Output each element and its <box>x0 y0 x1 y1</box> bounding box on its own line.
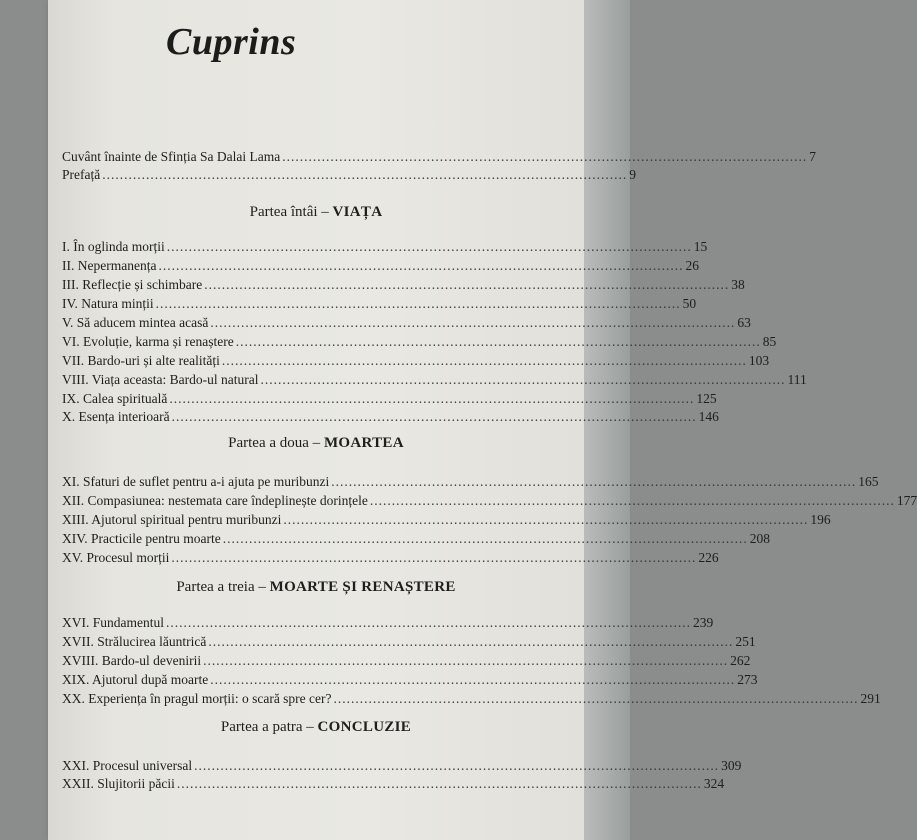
toc-entry-page: 125 <box>696 391 717 406</box>
part-heading <box>48 719 584 736</box>
toc-entry-label: XVIII. Bardo-ul devenirii <box>62 653 202 668</box>
toc-leader: ........................................................................................................................ <box>221 353 747 368</box>
toc-entry <box>62 651 751 670</box>
toc-entry <box>62 548 719 567</box>
toc-entry <box>62 294 697 313</box>
toc-entry-label: XIII. Ajutorul spiritual pentru muribunzi <box>62 512 282 527</box>
toc-leader: ........................................................................................................................ <box>369 493 895 508</box>
toc-entry-page: 26 <box>685 258 699 273</box>
toc-leader: ........................................................................................................................ <box>282 149 808 164</box>
toc-leader: ........................................................................................................................ <box>171 409 697 424</box>
toc-leader: ........................................................................................................................ <box>176 776 702 791</box>
toc-entry-label: X. Esența interioară <box>62 409 170 424</box>
toc-entry-page: 9 <box>629 167 636 182</box>
toc-leader: ........................................................................................................................ <box>333 691 859 706</box>
toc-leader: ........................................................................................................................ <box>204 277 730 292</box>
toc-leader: ........................................................................................................................ <box>166 239 692 254</box>
toc-entry-label: XVII. Strălucirea lăuntrică <box>62 634 207 649</box>
toc-leader: ........................................................................................................................ <box>102 167 628 182</box>
toc-entry <box>62 756 742 775</box>
toc-entry <box>62 165 636 184</box>
toc-leader: ........................................................................................................................ <box>331 474 857 489</box>
toc-entry <box>62 389 717 408</box>
toc-entry <box>62 313 751 332</box>
toc-entry-page: 196 <box>810 512 831 527</box>
toc-leader: ........................................................................................................................ <box>283 512 809 527</box>
toc-entry-page: 165 <box>858 474 879 489</box>
toc-leader: ........................................................................................................................ <box>210 672 736 687</box>
toc-leader: ........................................................................................................................ <box>155 296 681 311</box>
toc-entry-label: V. Să aducem mintea acasă <box>62 315 209 330</box>
toc-entry <box>62 332 777 351</box>
toc-leader: ........................................................................................................................ <box>210 315 736 330</box>
part-heading <box>48 579 584 596</box>
toc-entry-page: 103 <box>748 353 770 368</box>
toc-entry <box>62 774 725 793</box>
toc-entry-label: XII. Compasiunea: nestemata care îndeplinește dorințele <box>62 493 368 508</box>
toc-entry <box>62 237 708 256</box>
toc-leader: ........................................................................................................................ <box>194 758 720 773</box>
toc-entry-page: 15 <box>693 239 708 254</box>
toc-entry <box>62 275 745 294</box>
toc-entry <box>62 632 756 651</box>
toc-entry-label: IX. Calea spirituală <box>62 391 168 406</box>
part-heading <box>48 204 584 221</box>
toc-entry-page: 273 <box>737 672 758 687</box>
toc-entry-label: II. Nepermanența <box>62 258 157 273</box>
toc-entry <box>62 256 699 275</box>
toc-leader: ........................................................................................................................ <box>166 615 691 630</box>
part-heading-prefix: Partea a doua – <box>228 435 324 451</box>
toc-entry-page: 208 <box>749 531 770 546</box>
part-heading-prefix: Partea a patra – <box>220 719 318 735</box>
toc-entry-page: 38 <box>731 277 745 292</box>
toc-entry-label: VI. Evoluție, karma și renaștere <box>62 334 234 349</box>
toc-entry-label: III. Reflecție și schimbare <box>62 277 203 292</box>
toc-leader: ........................................................................................................................ <box>203 653 729 668</box>
toc-entry-page: 50 <box>682 296 697 311</box>
toc-leader: ........................................................................................................................ <box>158 258 684 273</box>
toc-entry-label: VII. Bardo-uri și alte realități <box>62 353 220 368</box>
toc-entry-label: VIII. Viața aceasta: Bardo-ul natural <box>62 372 259 387</box>
part-heading-name: MOARTE ȘI RENAȘTERE <box>269 579 456 595</box>
toc-entry-page: 324 <box>703 776 725 791</box>
toc-entry-label: Cuvânt înainte de Sfinția Sa Dalai Lama <box>62 149 281 164</box>
toc-entry <box>62 529 770 548</box>
part-heading-prefix: Partea întâi – <box>249 204 333 220</box>
toc-entry-label: XIX. Ajutorul după moarte <box>62 672 209 687</box>
toc-entry-page: 309 <box>721 758 742 773</box>
toc-entry-label: Prefață <box>62 167 101 182</box>
toc-entry-page: 63 <box>737 315 751 330</box>
part-heading-name: CONCLUZIE <box>317 719 412 735</box>
toc-entry-label: XXII. Slujitorii păcii <box>62 776 175 791</box>
toc-entry-label: I. În oglinda morții <box>62 239 165 254</box>
toc-entry <box>62 351 770 370</box>
toc-leader: ........................................................................................................................ <box>235 334 761 349</box>
toc-entry-page: 111 <box>787 372 807 387</box>
toc-entry-page: 226 <box>698 550 719 565</box>
toc-entry <box>62 510 831 529</box>
toc-entry <box>62 613 714 632</box>
toc-entry-label: XIV. Practicile pentru moarte <box>62 531 221 546</box>
toc-entry <box>62 670 758 689</box>
toc-entry-label: XI. Sfaturi de suflet pentru a-i ajuta pe muribunzi <box>62 474 330 489</box>
toc-leader: ........................................................................................................................ <box>171 550 697 565</box>
part-heading-name: MOARTEA <box>323 435 404 451</box>
toc-entry-label: XX. Experiența în pragul morții: o scară spre cer? <box>62 691 332 706</box>
toc-leader: ........................................................................................................................ <box>208 634 734 649</box>
toc-entry-page: 146 <box>698 409 719 424</box>
toc-leader: ........................................................................................................................ <box>169 391 695 406</box>
toc-entry-label: XV. Procesul morții <box>62 550 170 565</box>
toc-entry <box>62 689 881 708</box>
toc-entry-page: 251 <box>735 634 756 649</box>
toc-entry-label: XXI. Procesul universal <box>62 758 193 773</box>
part-heading-name: VIAȚA <box>332 204 383 220</box>
toc-entry <box>62 472 879 491</box>
toc-entry <box>62 407 719 426</box>
toc-entry <box>62 370 807 389</box>
toc-entry-label: XVI. Fundamentul <box>62 615 164 630</box>
toc-entry-page: 85 <box>762 334 777 349</box>
toc-entry-page: 291 <box>860 691 881 706</box>
toc-leader: ........................................................................................................................ <box>222 531 748 546</box>
toc-entry <box>62 491 917 510</box>
toc-entry-page: 7 <box>809 149 816 164</box>
part-heading <box>48 435 584 452</box>
toc-entry-page: 177 <box>896 493 917 508</box>
page-title: Cuprins <box>166 21 297 63</box>
toc-entry-page: 239 <box>693 615 714 630</box>
toc-entry-page: 262 <box>730 653 751 668</box>
toc-leader: ........................................................................................................................ <box>260 372 786 387</box>
toc-entry-label: IV. Natura minții <box>62 296 154 311</box>
toc-entry <box>62 147 816 166</box>
part-heading-prefix: Partea a treia – <box>176 579 270 595</box>
